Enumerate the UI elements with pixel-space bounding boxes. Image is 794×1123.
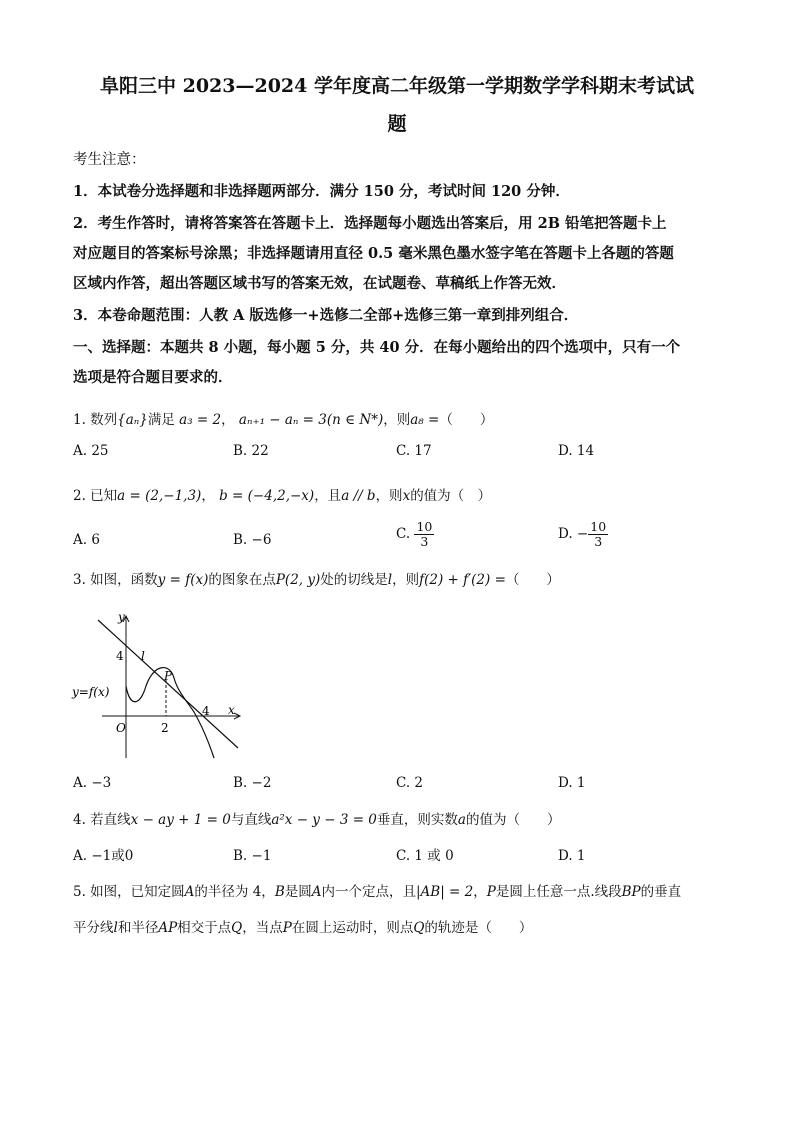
q3-text: ，则 bbox=[392, 572, 420, 588]
q4-text: 4. 若直线 bbox=[73, 812, 131, 828]
q4-option-c[interactable]: C. 1 或 0 bbox=[396, 848, 454, 864]
exam-title-line1: 阜阳三中 2023—2024 学年度高二年级第一学期数学学科期末考试试 bbox=[100, 75, 694, 97]
q5-text: 和半径 bbox=[117, 920, 159, 936]
q5-point-q: Q bbox=[413, 920, 425, 936]
q2-vector-b: b = (−4,2,−x) bbox=[219, 488, 315, 504]
q1-paren: （ ） bbox=[439, 412, 494, 428]
question-5-line2 bbox=[73, 918, 723, 938]
q5-text: 在圆上运动时，则点 bbox=[291, 920, 414, 936]
tangent-label: l bbox=[141, 649, 145, 663]
q1-option-c[interactable]: C. 17 bbox=[396, 443, 432, 459]
notice-item-2-line2: 对应题目的答案标号涂黑；非选择题请用直径 0.5 毫米黑色墨水签字笔在答题卡上各题的答题 bbox=[73, 245, 674, 262]
q5-text: 5. 如图，已知定圆 bbox=[73, 884, 185, 900]
q2-variable: x bbox=[402, 488, 411, 504]
q1-option-a[interactable]: A. 25 bbox=[73, 443, 109, 459]
y-axis-label: y bbox=[118, 610, 125, 624]
section1-heading-line2: 选项是符合题目要求的． bbox=[73, 369, 233, 386]
question-5-line1 bbox=[73, 882, 723, 902]
q4-text: 与直线 bbox=[230, 812, 272, 828]
fraction-denominator: 3 bbox=[594, 534, 603, 549]
q4-line-1: x − ay + 1 = 0 bbox=[130, 812, 231, 828]
q4-text: 的值为（ ） bbox=[465, 812, 561, 828]
q2-text: ，则 bbox=[375, 488, 403, 504]
notice-item-2-line3: 区域内作答，超出答题区域书写的答案无效，在试题卷、草稿纸上作答无效． bbox=[73, 275, 566, 292]
q2-text: 的值为（ ） bbox=[410, 488, 492, 504]
q4-option-a[interactable]: A. −1或0 bbox=[73, 848, 134, 864]
q4-line-2: a²x − y − 3 = 0 bbox=[271, 812, 377, 828]
q1-text: 满足 bbox=[147, 412, 175, 428]
q1-comma: ， bbox=[221, 412, 235, 428]
q2-option-d[interactable] bbox=[558, 520, 608, 549]
q5-distance-ab: |AB| = 2 bbox=[415, 884, 474, 900]
q1-option-b[interactable]: B. 22 bbox=[233, 443, 269, 459]
curve-label: y=f(x) bbox=[72, 685, 110, 699]
q2-option-d-label: D. − bbox=[558, 526, 589, 542]
x-axis-label: x bbox=[228, 703, 235, 717]
q5-point-p: P bbox=[486, 884, 496, 900]
q5-segment-bp: BP bbox=[621, 884, 641, 900]
q3-option-a[interactable]: A. −3 bbox=[73, 775, 112, 791]
notice-item-3: 3．本卷命题范围：人教 A 版选修一+选修二全部+选修三第一章到排列组合． bbox=[73, 307, 579, 324]
q5-text: 是圆 bbox=[284, 884, 312, 900]
q4-text: 垂直，则实数 bbox=[376, 812, 458, 828]
q3-figure bbox=[70, 608, 250, 768]
q5-point-b: B bbox=[274, 884, 285, 900]
q1-sequence: {aₙ} bbox=[117, 412, 148, 428]
section1-heading-line1: 一、选择题：本题共 8 小题，每小题 5 分，共 40 分．在每小题给出的四个选项中，只有一个 bbox=[73, 339, 681, 356]
q1-condition-1: a₃ = 2 bbox=[179, 412, 222, 428]
exam-title-line2: 题 bbox=[387, 113, 407, 135]
q2-parallel: a // b bbox=[341, 488, 376, 504]
x-tick-4: 4 bbox=[202, 704, 210, 718]
q3-option-b[interactable]: B. −2 bbox=[233, 775, 272, 791]
q1-option-d[interactable]: D. 14 bbox=[558, 443, 595, 459]
q3-line-name: l bbox=[387, 572, 393, 588]
q2-option-b[interactable]: B. −6 bbox=[233, 532, 272, 548]
question-4 bbox=[73, 810, 723, 830]
q5-text: 的轨迹是（ ） bbox=[424, 920, 533, 936]
notice-item-1: 1．本试卷分选择题和非选择题两部分．满分 150 分，考试时间 120 分钟． bbox=[73, 183, 570, 200]
question-3 bbox=[73, 570, 723, 590]
q3-text: 的图象在点 bbox=[208, 572, 276, 588]
q5-text: 平分线 bbox=[73, 920, 114, 936]
q5-text: 内一个定点，且 bbox=[321, 884, 416, 900]
q2-option-c-fraction bbox=[414, 520, 434, 549]
q1-condition-2: aₙ₊₁ − aₙ = 3(n ∈ N*) bbox=[238, 412, 384, 428]
q1-target: a₈ = bbox=[410, 412, 440, 428]
q2-option-a[interactable]: A. 6 bbox=[73, 532, 100, 548]
notice-item-2-line1: 2．考生作答时，请将答案答在答题卡上．选择题每小题选出答案后，用 2B 铅笔把答题卡上 bbox=[73, 215, 667, 232]
question-2 bbox=[73, 486, 723, 506]
q5-text: 相交于点 bbox=[177, 920, 232, 936]
q2-comma: ， bbox=[201, 488, 215, 504]
q5-point-p: P bbox=[282, 920, 292, 936]
fraction-denominator: 3 bbox=[420, 534, 429, 549]
q2-option-c[interactable] bbox=[396, 520, 434, 549]
q4-option-d[interactable]: D. 1 bbox=[558, 848, 586, 864]
q4-variable: a bbox=[457, 812, 466, 828]
origin-label: O bbox=[116, 721, 126, 735]
q4-option-b[interactable]: B. −1 bbox=[233, 848, 272, 864]
x-tick-2: 2 bbox=[161, 721, 169, 735]
q5-point-a: A bbox=[311, 884, 322, 900]
q3-expression: f(2) + f′(2) = bbox=[419, 572, 506, 588]
q3-paren: （ ） bbox=[505, 572, 560, 588]
point-label: P bbox=[164, 669, 173, 683]
q5-text: ，当点 bbox=[242, 920, 283, 936]
q5-line-l: l bbox=[113, 920, 118, 936]
q5-text: ， bbox=[473, 884, 487, 900]
q2-text: 2. 已知 bbox=[73, 488, 118, 504]
q2-option-c-label: C. bbox=[396, 526, 411, 542]
q2-option-d-fraction bbox=[588, 520, 608, 549]
q3-function: y = f(x) bbox=[157, 572, 209, 588]
question-1 bbox=[73, 410, 723, 430]
q5-point-q: Q bbox=[231, 920, 243, 936]
y-tick-4: 4 bbox=[116, 649, 124, 663]
q2-vector-a: a = (2,−1,3) bbox=[117, 488, 202, 504]
q2-text: ，且 bbox=[314, 488, 342, 504]
q3-text: 3. 如图，函数 bbox=[73, 572, 158, 588]
notice-heading: 考生注意： bbox=[73, 152, 146, 168]
q5-text: 的垂直 bbox=[640, 884, 682, 900]
q3-text: 处的切线是 bbox=[320, 572, 388, 588]
q1-text: 1. 数列 bbox=[73, 412, 118, 428]
q5-text: 是圆上任意一点.线段 bbox=[495, 884, 622, 900]
q3-option-d[interactable]: D. 1 bbox=[558, 775, 586, 791]
fraction-numerator: 10 bbox=[590, 519, 607, 534]
q1-text: ，则 bbox=[383, 412, 411, 428]
fraction-numerator: 10 bbox=[416, 519, 433, 534]
q3-option-c[interactable]: C. 2 bbox=[396, 775, 424, 791]
q5-radius-ap: AP bbox=[158, 920, 178, 936]
q3-point: P(2, y) bbox=[275, 572, 321, 588]
q5-text: 的半径为 4， bbox=[194, 884, 275, 900]
q5-point-a: A bbox=[184, 884, 195, 900]
